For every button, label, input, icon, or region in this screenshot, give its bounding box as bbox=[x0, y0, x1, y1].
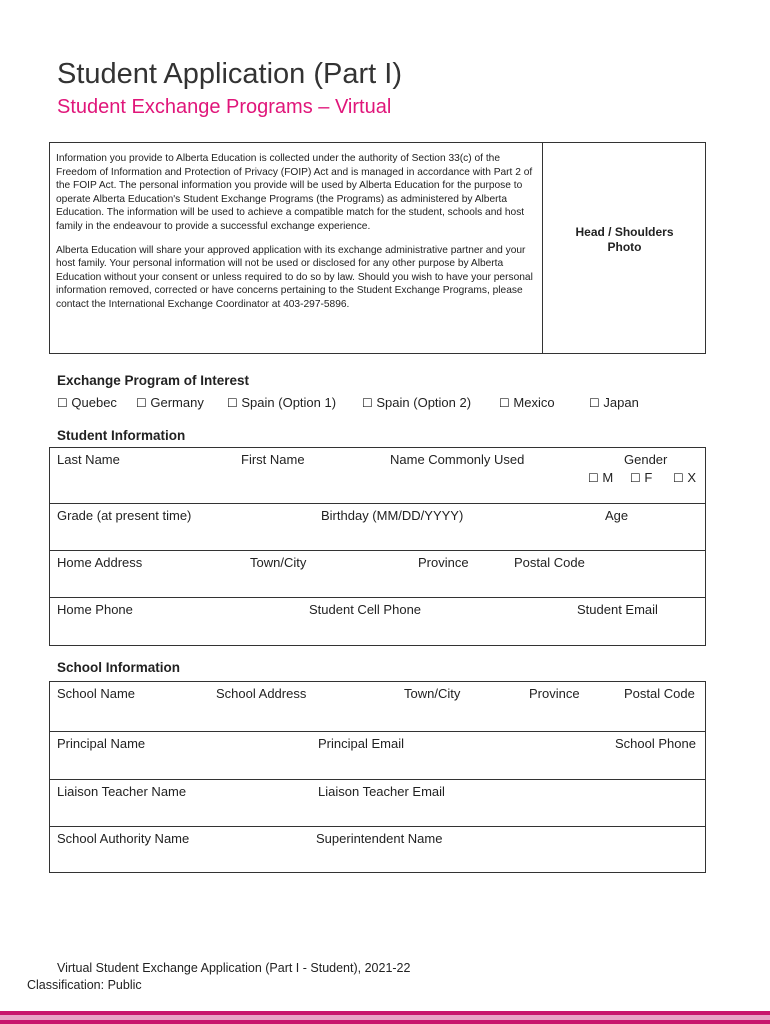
privacy-notice-text bbox=[56, 152, 536, 322]
student-info-table bbox=[49, 447, 706, 646]
school-address-label: School Address bbox=[216, 686, 307, 701]
grade-label: Grade (at present time) bbox=[57, 508, 192, 523]
home-address-label: Home Address bbox=[57, 555, 143, 570]
footer-bar-highlight bbox=[0, 1015, 770, 1020]
photo-label-line1: Head / Shoulders bbox=[575, 225, 674, 239]
student-row-grade[interactable] bbox=[50, 503, 705, 550]
page-subtitle: Student Exchange Programs – Virtual bbox=[57, 96, 392, 118]
option-label: Spain (Option 1) bbox=[241, 395, 337, 410]
school-province-label: Province bbox=[529, 686, 580, 701]
student-row-names[interactable] bbox=[50, 448, 705, 503]
school-row-address[interactable] bbox=[50, 682, 705, 731]
gender-label: Gender bbox=[624, 452, 668, 467]
school-row-principal[interactable] bbox=[50, 731, 705, 779]
age-label: Age bbox=[605, 508, 629, 523]
liaison-name-label: Liaison Teacher Name bbox=[57, 784, 187, 799]
checkbox-icon[interactable]: ☐ bbox=[136, 396, 147, 410]
superintendent-name-label: Superintendent Name bbox=[316, 831, 443, 846]
student-heading: Student Information bbox=[57, 428, 186, 443]
gender-m-option[interactable]: ☐ M bbox=[588, 470, 614, 485]
school-info-table bbox=[49, 681, 706, 873]
authority-name-label: School Authority Name bbox=[57, 831, 190, 846]
footer-classification: Classification: Public bbox=[27, 978, 142, 992]
gender-x-option[interactable]: ☐ X bbox=[673, 470, 697, 485]
gender-f-option[interactable]: ☐ F bbox=[630, 470, 653, 485]
home-phone-label: Home Phone bbox=[57, 602, 133, 617]
photo-label-line2: Photo bbox=[607, 240, 642, 254]
program-heading: Exchange Program of Interest bbox=[57, 373, 250, 388]
footer-doc-title: Virtual Student Exchange Application (Part I - Student), 2021-22 bbox=[57, 961, 411, 975]
school-row-authority[interactable] bbox=[50, 826, 705, 872]
photo-box[interactable] bbox=[542, 143, 706, 353]
option-spain-2[interactable] bbox=[362, 395, 471, 410]
town-city-label: Town/City bbox=[250, 555, 307, 570]
student-row-address[interactable] bbox=[50, 550, 705, 597]
name-common-label: Name Commonly Used bbox=[390, 452, 525, 467]
option-spain-1[interactable] bbox=[227, 395, 336, 410]
checkbox-icon[interactable]: ☐ bbox=[227, 396, 238, 410]
student-row-contact[interactable] bbox=[50, 597, 705, 645]
school-name-label: School Name bbox=[57, 686, 136, 701]
option-japan[interactable] bbox=[589, 395, 639, 410]
cell-phone-label: Student Cell Phone bbox=[309, 602, 422, 617]
option-label: Spain (Option 2) bbox=[376, 395, 472, 410]
liaison-email-label: Liaison Teacher Email bbox=[318, 784, 445, 799]
birthday-label: Birthday (MM/DD/YYYY) bbox=[321, 508, 464, 523]
checkbox-icon[interactable]: ☐ bbox=[499, 396, 510, 410]
privacy-paragraph-2: Alberta Education will share your approved application with its exchange administrative partner and your host family. Your personal information will not be used or disclosed for any other purpose by Alberta Education without your consent or unless required to do so by law. Should you wish to have your personal information removed, corrected or have concerns pertaining to the Student Exchange Programs, please contact the International Exchange Coordinator at 403-297-5896. bbox=[56, 244, 533, 310]
privacy-paragraph-1: Information you provide to Alberta Education is collected under the authority of Section 33(c) of the Freedom of Information and Protection of Privacy (FOIP) Act and is managed in accordance with Part 2 of the FOIP Act. The personal information you provide will be used by Alberta Education for the purpose to operate Alberta Education's Student Exchange Programs (the Programs) as administered by Alberta Education. The information will be used to achieve a compatible match for the student, schools and host family in the endeavour to provide a successful exchange experience. bbox=[56, 153, 533, 232]
option-quebec[interactable] bbox=[57, 395, 117, 410]
option-germany[interactable] bbox=[136, 395, 204, 410]
school-postal-label: Postal Code bbox=[624, 686, 695, 701]
privacy-notice-box bbox=[49, 142, 706, 354]
option-label: Quebec bbox=[71, 395, 117, 410]
option-label: Japan bbox=[603, 395, 639, 410]
province-label: Province bbox=[418, 555, 469, 570]
photo-label bbox=[543, 225, 706, 255]
option-label: Germany bbox=[150, 395, 204, 410]
school-phone-label: School Phone bbox=[615, 736, 696, 751]
checkbox-icon[interactable]: ☐ bbox=[588, 471, 599, 485]
school-heading: School Information bbox=[57, 660, 180, 675]
school-row-liaison[interactable] bbox=[50, 779, 705, 826]
option-mexico[interactable] bbox=[499, 395, 555, 410]
option-label: Mexico bbox=[513, 395, 555, 410]
checkbox-icon[interactable]: ☐ bbox=[362, 396, 373, 410]
postal-code-label: Postal Code bbox=[514, 555, 585, 570]
principal-email-label: Principal Email bbox=[318, 736, 404, 751]
checkbox-icon[interactable]: ☐ bbox=[589, 396, 600, 410]
checkbox-icon[interactable]: ☐ bbox=[673, 471, 684, 485]
checkbox-icon[interactable]: ☐ bbox=[57, 396, 68, 410]
principal-name-label: Principal Name bbox=[57, 736, 146, 751]
first-name-label: First Name bbox=[241, 452, 305, 467]
student-email-label: Student Email bbox=[577, 602, 658, 617]
checkbox-icon[interactable]: ☐ bbox=[630, 471, 641, 485]
school-town-label: Town/City bbox=[404, 686, 461, 701]
page-title: Student Application (Part I) bbox=[57, 58, 402, 90]
last-name-label: Last Name bbox=[57, 452, 120, 467]
